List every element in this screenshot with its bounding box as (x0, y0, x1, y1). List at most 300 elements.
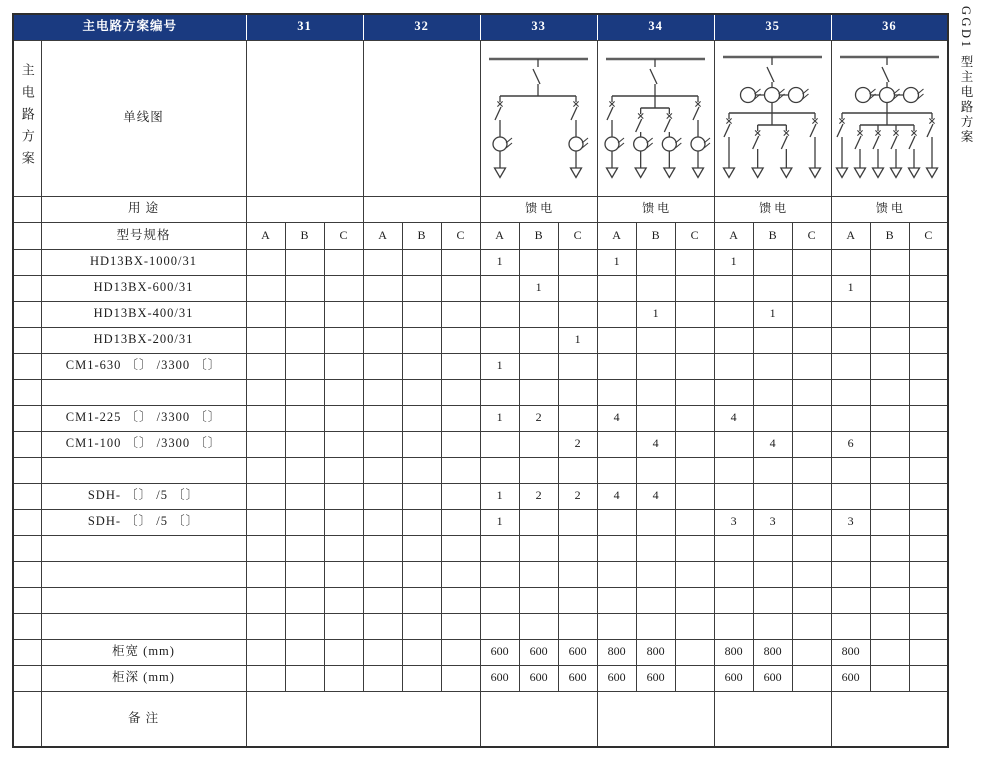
row-cabinet-depth (13, 665, 948, 691)
value-cell (597, 535, 636, 561)
value-cell (675, 639, 714, 665)
value-cell (558, 301, 597, 327)
left-spacer-cell (13, 639, 41, 665)
left-spacer-cell (13, 301, 41, 327)
value-cell (909, 457, 948, 483)
value-cell: 1 (519, 275, 558, 301)
feeder-branch (605, 96, 624, 178)
spec-subcol-36-B: B (870, 222, 909, 249)
spec-subcol-33-C: C (558, 222, 597, 249)
value-cell (909, 353, 948, 379)
left-spacer-cell (13, 327, 41, 353)
value-cell: 800 (714, 639, 753, 665)
row-hd13bx-200 (13, 327, 948, 353)
value-cell (792, 587, 831, 613)
value-cell (636, 509, 675, 535)
value-cell (675, 249, 714, 275)
value-cell (558, 379, 597, 405)
feeder-branch (854, 125, 865, 178)
left-spacer-cell (13, 509, 41, 535)
value-cell: 4 (753, 431, 792, 457)
usage-cell-35: 馈 电 (714, 196, 831, 222)
value-cell: 800 (753, 639, 792, 665)
value-cell (285, 431, 324, 457)
value-cell (636, 457, 675, 483)
value-cell (792, 431, 831, 457)
value-cell (480, 379, 519, 405)
value-cell (324, 561, 363, 587)
value-cell: 1 (597, 249, 636, 275)
value-cell (870, 275, 909, 301)
feeder-branch (872, 125, 883, 178)
value-cell: 3 (753, 509, 792, 535)
left-spacer-cell (13, 483, 41, 509)
value-cell (792, 561, 831, 587)
value-cell (285, 457, 324, 483)
value-cell (285, 301, 324, 327)
row-label (41, 561, 246, 587)
value-cell (870, 665, 909, 691)
spec-subcol-32-C: C (441, 222, 480, 249)
value-cell (519, 327, 558, 353)
value-cell (714, 587, 753, 613)
value-cell (909, 301, 948, 327)
value-cell (714, 561, 753, 587)
value-cell (246, 561, 285, 587)
single-line-diagram-cell-34 (597, 40, 714, 196)
row-blank-1 (13, 379, 948, 405)
value-cell (441, 457, 480, 483)
spec-subcol-34-B: B (636, 222, 675, 249)
single-line-diagram-row (13, 40, 948, 196)
value-cell (870, 431, 909, 457)
row-cm1-225 (13, 405, 948, 431)
value-cell (870, 535, 909, 561)
value-cell (558, 561, 597, 587)
value-cell: 1 (480, 483, 519, 509)
value-cell (246, 301, 285, 327)
feeder-branch (890, 125, 901, 178)
left-spacer-cell (13, 431, 41, 457)
value-cell (675, 301, 714, 327)
value-cell (246, 483, 285, 509)
value-cell (675, 613, 714, 639)
value-cell: 600 (480, 639, 519, 665)
left-spacer-cell (13, 587, 41, 613)
value-cell (714, 613, 753, 639)
value-cell: 600 (714, 665, 753, 691)
value-cell (363, 353, 402, 379)
spec-header-row (13, 222, 948, 249)
value-cell (870, 327, 909, 353)
value-cell (246, 405, 285, 431)
value-cell (714, 535, 753, 561)
feeder-branch (781, 125, 792, 178)
value-cell: 2 (558, 431, 597, 457)
value-cell (753, 613, 792, 639)
value-cell (480, 327, 519, 353)
value-cell (246, 249, 285, 275)
row-sdh-2 (13, 509, 948, 535)
value-cell (441, 561, 480, 587)
value-cell (753, 379, 792, 405)
value-cell (714, 275, 753, 301)
value-cell (480, 275, 519, 301)
value-cell (441, 665, 480, 691)
value-cell (909, 665, 948, 691)
value-cell (753, 353, 792, 379)
value-cell (792, 275, 831, 301)
value-cell (870, 405, 909, 431)
value-cell (714, 301, 753, 327)
value-cell: 2 (558, 483, 597, 509)
value-cell (909, 561, 948, 587)
single-line-diagram-36 (832, 41, 947, 195)
value-cell: 4 (597, 405, 636, 431)
value-cell (792, 379, 831, 405)
remark-row (13, 691, 948, 747)
scheme-header-32: 32 (363, 14, 480, 40)
value-cell (363, 639, 402, 665)
spec-subcol-31-C: C (324, 222, 363, 249)
value-cell (831, 301, 870, 327)
row-hd13bx-600 (13, 275, 948, 301)
value-cell (246, 613, 285, 639)
value-cell (324, 483, 363, 509)
value-cell: 4 (597, 483, 636, 509)
value-cell (870, 509, 909, 535)
single-line-diagram-cell-35 (714, 40, 831, 196)
value-cell (363, 561, 402, 587)
value-cell (909, 431, 948, 457)
value-cell (246, 327, 285, 353)
value-cell (402, 405, 441, 431)
value-cell: 1 (558, 327, 597, 353)
value-cell (480, 535, 519, 561)
value-cell (480, 457, 519, 483)
value-cell (324, 379, 363, 405)
value-cell (870, 457, 909, 483)
value-cell: 600 (753, 665, 792, 691)
value-cell (909, 379, 948, 405)
feeder-branch (724, 113, 735, 178)
value-cell (636, 535, 675, 561)
row-blank-5 (13, 587, 948, 613)
value-cell (714, 483, 753, 509)
feeder-branch (752, 125, 763, 178)
value-cell (285, 379, 324, 405)
value-cell (402, 249, 441, 275)
value-cell: 3 (714, 509, 753, 535)
left-spacer-cell (13, 379, 41, 405)
value-cell (324, 249, 363, 275)
value-cell (714, 431, 753, 457)
value-cell (870, 353, 909, 379)
value-cell (675, 275, 714, 301)
value-cell (714, 353, 753, 379)
value-cell (402, 301, 441, 327)
value-cell (792, 457, 831, 483)
value-cell (714, 457, 753, 483)
value-cell (558, 275, 597, 301)
value-cell (558, 353, 597, 379)
value-cell (441, 535, 480, 561)
value-cell (831, 613, 870, 639)
scheme-header-35: 35 (714, 14, 831, 40)
value-cell (519, 587, 558, 613)
value-cell (636, 405, 675, 431)
value-cell (324, 353, 363, 379)
row-label: 柜深 (mm) (41, 665, 246, 691)
value-cell (246, 379, 285, 405)
value-cell (870, 587, 909, 613)
value-cell (675, 665, 714, 691)
row-label: SDH- 〔〕 /5 〔〕 (41, 483, 246, 509)
value-cell (675, 509, 714, 535)
usage-cell-31 (246, 196, 363, 222)
value-cell (363, 405, 402, 431)
value-cell: 600 (519, 639, 558, 665)
row-hd13bx-400 (13, 301, 948, 327)
value-cell (363, 587, 402, 613)
value-cell (636, 613, 675, 639)
value-cell: 1 (480, 405, 519, 431)
value-cell (246, 535, 285, 561)
single-line-diagram-cell-36 (831, 40, 948, 196)
value-cell (753, 457, 792, 483)
value-cell: 6 (831, 431, 870, 457)
value-cell (792, 665, 831, 691)
value-cell (246, 509, 285, 535)
scheme-header-31: 31 (246, 14, 363, 40)
value-cell (558, 457, 597, 483)
value-cell (831, 457, 870, 483)
single-line-diagram-35 (715, 41, 830, 195)
header-title: 主电路方案编号 (13, 14, 246, 40)
left-spacer-cell (13, 665, 41, 691)
value-cell (285, 327, 324, 353)
value-cell (246, 587, 285, 613)
value-cell: 3 (831, 509, 870, 535)
value-cell (597, 301, 636, 327)
value-cell (870, 613, 909, 639)
value-cell (636, 275, 675, 301)
left-spacer-cell (13, 613, 41, 639)
value-cell (246, 665, 285, 691)
value-cell (597, 431, 636, 457)
value-cell (246, 457, 285, 483)
spec-subcol-35-A: A (714, 222, 753, 249)
remark-cell-34 (597, 691, 714, 747)
value-cell (402, 535, 441, 561)
value-cell: 1 (831, 275, 870, 301)
feeder-branch (810, 113, 821, 178)
value-cell (285, 483, 324, 509)
value-cell (519, 509, 558, 535)
usage-row-label: 用 途 (41, 196, 246, 222)
value-cell (363, 327, 402, 353)
value-cell (675, 587, 714, 613)
feeder-branch (634, 108, 653, 178)
value-cell (363, 457, 402, 483)
value-cell (870, 249, 909, 275)
value-cell (792, 639, 831, 665)
value-cell (324, 613, 363, 639)
value-cell (870, 561, 909, 587)
value-cell: 4 (714, 405, 753, 431)
value-cell (519, 249, 558, 275)
value-cell (753, 535, 792, 561)
row-label: CM1-100 〔〕 /3300 〔〕 (41, 431, 246, 457)
value-cell (675, 535, 714, 561)
value-cell (636, 353, 675, 379)
row-label: SDH- 〔〕 /5 〔〕 (41, 509, 246, 535)
value-cell (363, 301, 402, 327)
value-cell (363, 535, 402, 561)
feeder-branch (569, 96, 588, 178)
feeder-branch (662, 108, 681, 178)
left-spacer-cell (13, 691, 41, 747)
value-cell (402, 457, 441, 483)
value-cell: 600 (558, 639, 597, 665)
value-cell: 2 (519, 405, 558, 431)
left-spacer-cell (13, 535, 41, 561)
value-cell (402, 509, 441, 535)
scheme-header-34: 34 (597, 14, 714, 40)
value-cell (324, 535, 363, 561)
value-cell (636, 327, 675, 353)
value-cell (831, 379, 870, 405)
value-cell (558, 249, 597, 275)
spec-subcol-34-C: C (675, 222, 714, 249)
value-cell (519, 353, 558, 379)
value-cell (324, 509, 363, 535)
value-cell (441, 275, 480, 301)
spec-subcol-35-C: C (792, 222, 831, 249)
row-label: CM1-225 〔〕 /3300 〔〕 (41, 405, 246, 431)
diagram-row-label: 单线图 (41, 40, 246, 196)
left-spacer-cell (13, 405, 41, 431)
row-blank-3 (13, 535, 948, 561)
value-cell: 1 (480, 509, 519, 535)
value-cell (441, 587, 480, 613)
spec-subcol-33-A: A (480, 222, 519, 249)
value-cell (753, 405, 792, 431)
value-cell (519, 457, 558, 483)
value-cell (753, 483, 792, 509)
value-cell (675, 457, 714, 483)
value-cell: 600 (480, 665, 519, 691)
value-cell (870, 301, 909, 327)
value-cell (363, 613, 402, 639)
value-cell (441, 509, 480, 535)
value-cell (402, 379, 441, 405)
single-line-diagram-cell-32 (363, 40, 480, 196)
value-cell (402, 639, 441, 665)
value-cell (870, 379, 909, 405)
value-cell (285, 613, 324, 639)
scheme-header-36: 36 (831, 14, 948, 40)
value-cell (792, 535, 831, 561)
value-cell (246, 431, 285, 457)
value-cell (831, 483, 870, 509)
feeder-branch (926, 113, 937, 178)
value-cell (792, 249, 831, 275)
value-cell (909, 535, 948, 561)
value-cell (636, 587, 675, 613)
value-cell (597, 561, 636, 587)
value-cell (324, 457, 363, 483)
value-cell: 1 (714, 249, 753, 275)
value-cell: 1 (636, 301, 675, 327)
value-cell (324, 327, 363, 353)
value-cell: 1 (480, 353, 519, 379)
row-label: HD13BX-400/31 (41, 301, 246, 327)
value-cell (519, 535, 558, 561)
value-cell (597, 457, 636, 483)
value-cell: 800 (831, 639, 870, 665)
value-cell (597, 587, 636, 613)
row-label: 柜宽 (mm) (41, 639, 246, 665)
value-cell (597, 275, 636, 301)
value-cell (441, 639, 480, 665)
main-circuit-scheme-table (12, 13, 949, 748)
remark-row-label: 备 注 (41, 691, 246, 747)
value-cell: 600 (558, 665, 597, 691)
single-line-diagram-cell-33 (480, 40, 597, 196)
value-cell (285, 535, 324, 561)
value-cell (597, 353, 636, 379)
left-vertical-label: 主电路方案 (19, 63, 35, 173)
value-cell (870, 639, 909, 665)
left-spacer-cell (13, 222, 41, 249)
value-cell: 600 (597, 665, 636, 691)
value-cell (363, 249, 402, 275)
value-cell (402, 665, 441, 691)
value-cell (285, 509, 324, 535)
value-cell (402, 431, 441, 457)
usage-cell-34: 馈 电 (597, 196, 714, 222)
value-cell (597, 327, 636, 353)
remark-cell-33 (480, 691, 597, 747)
value-cell (831, 327, 870, 353)
value-cell (402, 587, 441, 613)
usage-row (13, 196, 948, 222)
value-cell: 600 (831, 665, 870, 691)
spec-subcol-36-C: C (909, 222, 948, 249)
value-cell (675, 353, 714, 379)
value-cell (285, 405, 324, 431)
value-cell (597, 379, 636, 405)
value-cell (519, 613, 558, 639)
remark-cell-35 (714, 691, 831, 747)
value-cell (402, 613, 441, 639)
value-cell (441, 327, 480, 353)
spec-subcol-31-B: B (285, 222, 324, 249)
value-cell (363, 665, 402, 691)
row-label (41, 457, 246, 483)
value-cell (558, 535, 597, 561)
row-cm1-100 (13, 431, 948, 457)
spec-subcol-32-B: B (402, 222, 441, 249)
value-cell (636, 379, 675, 405)
value-cell (441, 405, 480, 431)
value-cell (831, 249, 870, 275)
usage-cell-32 (363, 196, 480, 222)
value-cell (324, 405, 363, 431)
value-cell (675, 561, 714, 587)
spec-subcol-36-A: A (831, 222, 870, 249)
